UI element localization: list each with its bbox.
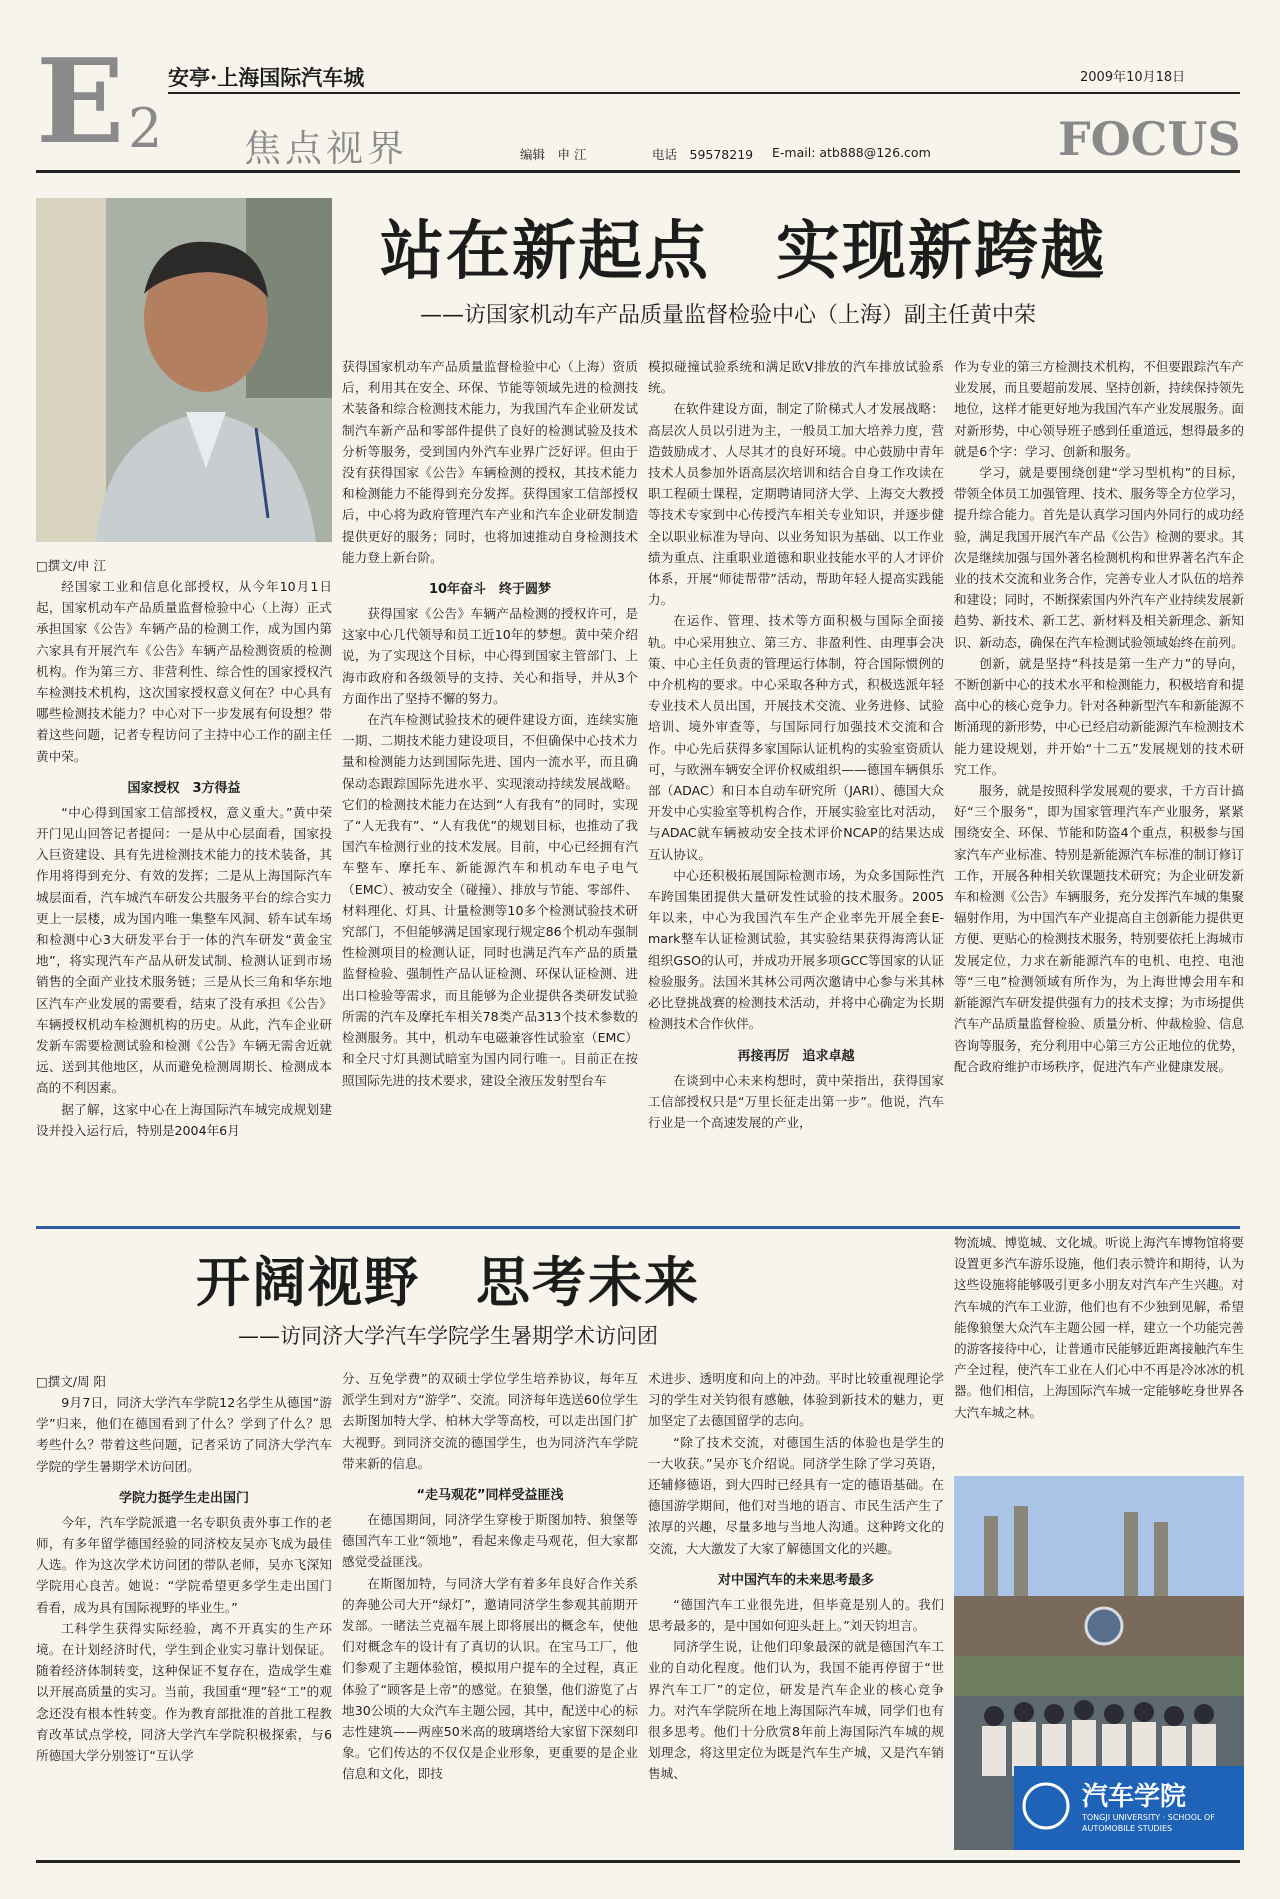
issue-date: 2009年10月18日 <box>1080 70 1186 85</box>
page-number: 2 <box>128 97 163 160</box>
paragraph: 获得国家机动车产品质量监督检验中心（上海）资质后，利用其在安全、环保、节能等领域先进的检测技术装备和综合检测技术能力，为我国汽车企业研发试制汽车新产品和零部件提供了良好的检测试验及技术分析等服务，受到国内外汽车业界广泛好评。但由于没有获得国家《公告》车辆检测的授权，其技术能力和检测能力不能得到充分发挥。获得国家工信部授权后，中心将为政府管理汽车产业和汽车企业研发制造提供更好的服务；同时，也将加速推动自身检测技术能力登上新台阶。 <box>342 359 638 565</box>
university-seal-icon <box>1024 1784 1068 1828</box>
article2-col-4 <box>954 1232 1244 1464</box>
article2-col-1 <box>36 1368 332 1848</box>
article1-subheadline: ——访国家机动车产品质量监督检验中心（上海）副主任黄中荣 <box>420 303 1037 328</box>
paragraph: 分、互免学费”的双硕士学位学生培养协议，每年互派学生到对方“游学”、交流。同济每年选送60位学生去斯图加特大学、柏林大学等高校，可以走出国门扩大视野。到同济交流的德国学生，也为同济汽车学院带来新的信息。 <box>342 1371 638 1471</box>
paragraph: 在斯图加特，与同济大学有着多年良好合作关系的奔驰公司大开“绿灯”，邀请同济学生参观其前期开发部。一睹法兰克福车展上即将展出的概念车，使他们对概念车的设计有了真切的认识。在宝马工厂，他们参观了主题体验馆，模拟用户提车的全过程，真正体验了“顾客是上帝”的感觉。在狼堡，他们游览了占地30公顷的大众汽车主题公园，其中，配送中心的标志性建筑——两座50米高的玻璃塔给大家留下深刻印象。它们传达的不仅仅是企业形象，更重要的是企业信息和文化，即技 <box>342 1575 638 1782</box>
section-divider <box>36 1226 1240 1229</box>
article2-subhead-2: “走马观花”同样受益匪浅 <box>416 1488 564 1504</box>
masthead-rule-top <box>168 92 1240 94</box>
paragraph: 据了解，这家中心在上海国际汽车城完成规划建设并投入运行后，特别是2004年6月 <box>36 1101 332 1138</box>
paragraph: 同济学生说，让他们印象最深的就是德国汽车工业的自动化程度。他们认为，我国不能再停留于“世界汽车工厂”的定位，研发是汽车企业的核心竞争力。对汽车学院所在地上海国际汽车城，同学们也有很多思考。他们十分欣赏8年前上海国际汽车城的规划理念，将这里定位为既是汽车生产城，又是汽车销售城、 <box>648 1639 944 1782</box>
paragraph: 物流城、博览城、文化城。听说上海汽车博物馆将要设置更多汽车游乐设施，他们表示赞许和期待，认为这些设施将能够吸引更多小朋友对汽车产生兴趣。对汽车城的汽车工业游，他们也有不少独到见解，希望能像狼堡大众汽车主题公园一样，建立一个功能完善的游客接待中心，让普通市民能够近距离接触汽车生产全过程，使汽车工业在人们心中不再是冷冰冰的机器。他们相信，上海国际汽车城一定能够屹身世界各大汽车城之林。 <box>954 1235 1244 1420</box>
article1-intro: 经国家工业和信息化部授权，从今年10月1日起，国家机动车产品质量监督检验中心（上海）正式承担国家《公告》车辆产品的检测工作，成为国内第六家具有开展汽车《公告》车辆产品检测资质的检测机构。作为第三方、非营利性、综合性的国家授权汽车检测技术机构，这次国家授权意义何在？中心具有哪些检测技术能力？中心对下一步发展有何设想？带着这些问题，记者专程访问了主持中心工作的副主任黄中荣。 <box>36 579 332 764</box>
paragraph: 在谈到中心未来构想时，黄中荣指出，获得国家工信部授权只是“万里长征走出第一步”。他说，汽车行业是一个高速发展的产业， <box>648 1072 944 1130</box>
paragraph: 学习，就是要围绕创建“学习型机构”的目标，带领全体员工加强管理、技术、服务等全方位学习，提升综合能力。首先是认真学习国内外同行的成功经验，满足我国开展汽车产品《公告》检测的要求。其次是继续加强与国外著名检测机构和世界著名汽车企业的技术交流和业务合作，完善专业人才队伍的培养和建设；同时，不断探索国内外汽车产业持续发展新趋势、新技术、新工艺、新材料及相关新理念、新知识、新动态，确保在汽车检测试验领域始终在前列。 <box>954 465 1244 650</box>
contact-email: E-mail: atb888@126.com <box>772 145 931 160</box>
paragraph: 工科学生获得实际经验，离不开真实的生产环境。在计划经济时代，学生到企业实习靠计划保证。随着经济体制转变，这种保证不复存在，造成学生难以开展高质量的实习。当前，我国重“理”轻“工”的观念还没有根本性转变。作为教育部批准的首批工程教育改革试点学校，同济大学汽车学院积极探索，与6所德国大学分别签订“互认学 <box>36 1620 332 1764</box>
paragraph: 中心还积极拓展国际检测市场，为众多国际性汽车跨国集团提供大量研发性试验的技术服务。2005年以来，中心为我国汽车生产企业率先开展全套E-mark整车认证检测试验，其实验结果获得海湾认证组织GSO的认可，并成功开展多项GCC等国家的认证检验服务。法国米其林公司两次邀请中心参与米其林必比登挑战赛的检测技术活动，并将中心确定为长期检测技术合作伙伴。 <box>648 867 944 1032</box>
paragraph: “除了技术交流，对德国生活的体验也是学生的一大收获。”吴亦飞介绍说。同济学生除了学习英语，还辅修德语，到大四时已经具有一定的德语基础。在德国游学期间，他们对当地的语言、市民生活产生了浓厚的兴趣，尽量多地与当地人沟通。这种跨文化的交流，大大激发了大家了解德国文化的兴趣。 <box>648 1434 944 1556</box>
article1-subhead-2: 10年奋斗 终于圆梦 <box>428 582 552 598</box>
editor-credit: 编辑 申 江 <box>520 147 587 162</box>
article1-subhead-1: 国家授权 3方得益 <box>127 780 241 796</box>
focus-wordmark: FOCUS <box>1058 112 1241 166</box>
article1-col-2 <box>342 356 638 1212</box>
article1-col-4 <box>954 356 1244 1212</box>
contact-phone: 电话 59578219 <box>652 147 754 162</box>
article2-col-2 <box>342 1368 638 1848</box>
article2-subheadline: ——访同济大学汽车学院学生暑期学术访问团 <box>238 1324 658 1348</box>
article1-subhead-3: 再接再厉 追求卓越 <box>737 1048 855 1064</box>
paragraph: 在汽车检测试验技术的硬件建设方面，连续实施一期、二期技术能力建设项目，不但确保中心技术力量和检测能力达到国际先进、国内一流水平，而且确保动态跟踪国际先进水平、实现滚动持续发展战略。它们的检测技术能力在达到“人有我有”的同时，实现了“人无我有”、“人有我优”的规划目标，也推动了我国汽车检测行业的技术发展。目前，中心已经拥有汽车整车、摩托车、新能源汽车和机动车电子电气（EMC）、被动安全（碰撞）、排放与节能、零部件、材料理化、灯具、计量检测等10多个检测试验技术研究部门，不但能够满足国家现行规定86个机动车强制性检测项目的检测认证，同时也满足汽车产品的质量监督检验、强制性产品认证检测、环保认证检测、进出口检验等需求，而且能够为企业提供各类研发试验所需的汽车及摩托车相关78类产品313个技术参数的检测服务。其中，机动车电磁兼容性试验室（EMC）和全尺寸灯具测试暗室为国内同行唯一。目前正在按照国际先进的技术要求，建设全液压发射型台车 <box>342 712 638 1088</box>
photo-banner-subtitle: TONGJI UNIVERSITY · SCHOOL OF AUTOMOBILE STUDIES <box>1082 1813 1215 1833</box>
masthead-rule-bottom <box>36 170 1240 173</box>
article2-byline: □撰文/周 阳 <box>36 1374 106 1389</box>
article1-col-1 <box>36 552 332 1212</box>
section-title: 焦点视界 <box>244 127 408 170</box>
page-footer-rule <box>36 1860 1240 1863</box>
newspaper-name: 安亭·上海国际汽车城 <box>168 65 365 90</box>
paragraph: 术进步、透明度和向上的冲劲。平时比较重视理论学习的学生对关钧很有感触，体验到新技术的魅力，更加坚定了去德国留学的志向。 <box>648 1371 944 1429</box>
paragraph: 在软件建设方面，制定了阶梯式人才发展战略：高层次人员以引进为主，一般员工加大培养力度，营造鼓励成才、人尽其才的良好环境。中心鼓励中青年技术人员参加外语高层次培训和结合自身工作攻读在职工程硕士课程，定期聘请同济大学、上海交大教授等技术专家到中心传授汽车相关专业知识，并逐步健全以职业标准为导向、以业务知识为基础、以工作业绩为重点、注重职业道德和职业技能水平的人才评价体系，开展“师徒帮带”活动，帮助年轻人提高实践能力。 <box>648 401 944 608</box>
paragraph: “中心得到国家工信部授权，意义重大。”黄中荣开门见山回答记者提问：一是从中心层面看，国家投入巨资建设、具有先进检测技术能力的技术装备，其作用将得到充分、有效的发挥；二是从上海国际汽车城层面看，汽车城汽车研发公共服务平台的综合实力更上一层楼，成为国内唯一集整车风洞、轿车试车场和检测中心3大研发平台于一体的汽车研发“黄金宝地”，将实现汽车产品从研发试制、检测认证到市场销售的全面产业技术服务链；三是从长三角和华东地区汽车产业发展的需要看，结束了没有承担《公告》车辆授权机动车检测机构的历史。从此，汽车企业研发新车需要检测试验和检测《公告》车辆无需舍近就远、送到其他地区，从而避免检测周期长、检测成本高的不利因素。 <box>36 804 332 1096</box>
article1-headline: 站在新起点 实现新跨越 <box>380 214 1106 289</box>
article1-byline: □撰文/申 江 <box>36 558 106 573</box>
article2-subhead-1: 学院力挺学生走出国门 <box>118 1490 249 1506</box>
group-photo <box>954 1476 1244 1850</box>
article2-intro: 9月7日，同济大学汽车学院12名学生从德国“游学”归来，他们在德国看到了什么？学到了什么？思考些什么？带着这些问题，记者采访了同济大学汽车学院的学生暑期学术访问团。 <box>36 1395 332 1474</box>
portrait-photo <box>36 198 332 542</box>
paragraph: 作为专业的第三方检测技术机构，不但要跟踪汽车产业发展，而且要超前发展、坚持创新，持续保持领先地位，这样才能更好地为我国汽车产业发展服务。面对新形势，中心领导班子感到任重道远，想得最多的就是6个字：学习、创新和服务。 <box>954 359 1244 459</box>
paragraph: 今年，汽车学院派遣一名专职负责外事工作的老师，有多年留学德国经验的同济校友吴亦飞成为最佳人选。作为这次学术访问团的带队老师，吴亦飞深知学院用心良苦。她说：“学院希望更多学生走出国门看看，成为具有国际视野的毕业生。” <box>36 1514 332 1615</box>
section-letter: E <box>36 34 125 170</box>
photo-banner-title: 汽车学院 <box>1082 1782 1187 1812</box>
paragraph: 服务，就是按照科学发展观的要求，千方百计搞好“三个服务”，即为国家管理汽车产业服务，紧紧围绕安全、环保、节能和防盗4个重点，积极参与国家汽车产业标准、特别是新能源汽车标准的制订修订工作，开展各种相关软课题技术研究；为企业研发新车和检测《公告》车辆服务，充分发挥汽车城的集聚辐射作用，为中国汽车产业提高自主创新能力提供更方便、更贴心的检测技术服务，特别要依托上海城市发展定位，力求在新能源汽车的电机、电控、电池等“三电”检测领域有所作为，为上海世博会用车和新能源汽车研发提供强有力的技术支撑；为市场提供汽车产品质量监督检验、质量分析、仲裁检验、信息咨询等服务，充分利用中心第三方公正地位的优势，配合政府维护市场秩序，促进汽车产业健康发展。 <box>954 783 1244 1074</box>
article2-col-3 <box>648 1368 944 1848</box>
paragraph: “德国汽车工业很先进，但毕竟是别人的。我们思考最多的，是中国如何迎头赶上。”刘天钧坦言。 <box>648 1596 944 1634</box>
article2-headline: 开阔视野 思考未来 <box>196 1250 700 1314</box>
paragraph: 获得国家《公告》车辆产品检测的授权许可，是这家中心几代领导和员工近10年的梦想。黄中荣介绍说，为了实现这个目标，中心得到国家主管部门、上海市政府和各级领导的支持、关心和指导，并从3个方面作出了坚持不懈的努力。 <box>342 606 638 706</box>
article1-col-3 <box>648 356 944 1212</box>
paragraph: 创新，就是坚持“科技是第一生产力”的导向，不断创新中心的技术水平和检测能力，积极培育和提高中心的核心竞争力。针对各种新型汽车和新能源不断涌现的新形势，中心已经启动新能源汽车检测技术能力建设规划，并开始“十二五”发展规划的技术研究工作。 <box>954 655 1244 777</box>
paragraph: 在运作、管理、技术等方面积极与国际全面接轨。中心采用独立、第三方、非盈利性、由理事会决策、中心主任负责的管理运行体制，符合国际惯例的中介机构的要求。中心采取各种方式，积极选派年轻专业技术人员出国，开展技术交流、业务进修、试验培训、境外审查等，与国际同行加强技术交流和合作。中心先后获得多家国际认证机构的实验室资质认可，与欧洲车辆安全评价权威组织——德国车辆俱乐部（ADAC）和日本自动车研究所（JARI）、德国大众开发中心实验室等机构合作，开展实验室比对活动，与ADAC就车辆被动安全技术评价NCAP的结果达成互认协议。 <box>648 613 944 862</box>
paragraph: 模拟碰撞试验系统和满足欧V排放的汽车排放试验系统。 <box>648 359 944 396</box>
paragraph: 在德国期间，同济学生穿梭于斯图加特、狼堡等德国汽车工业“领地”，看起来像走马观花，但大家都感觉受益匪浅。 <box>342 1512 638 1570</box>
article2-subhead-3: 对中国汽车的未来思考最多 <box>717 1572 874 1588</box>
